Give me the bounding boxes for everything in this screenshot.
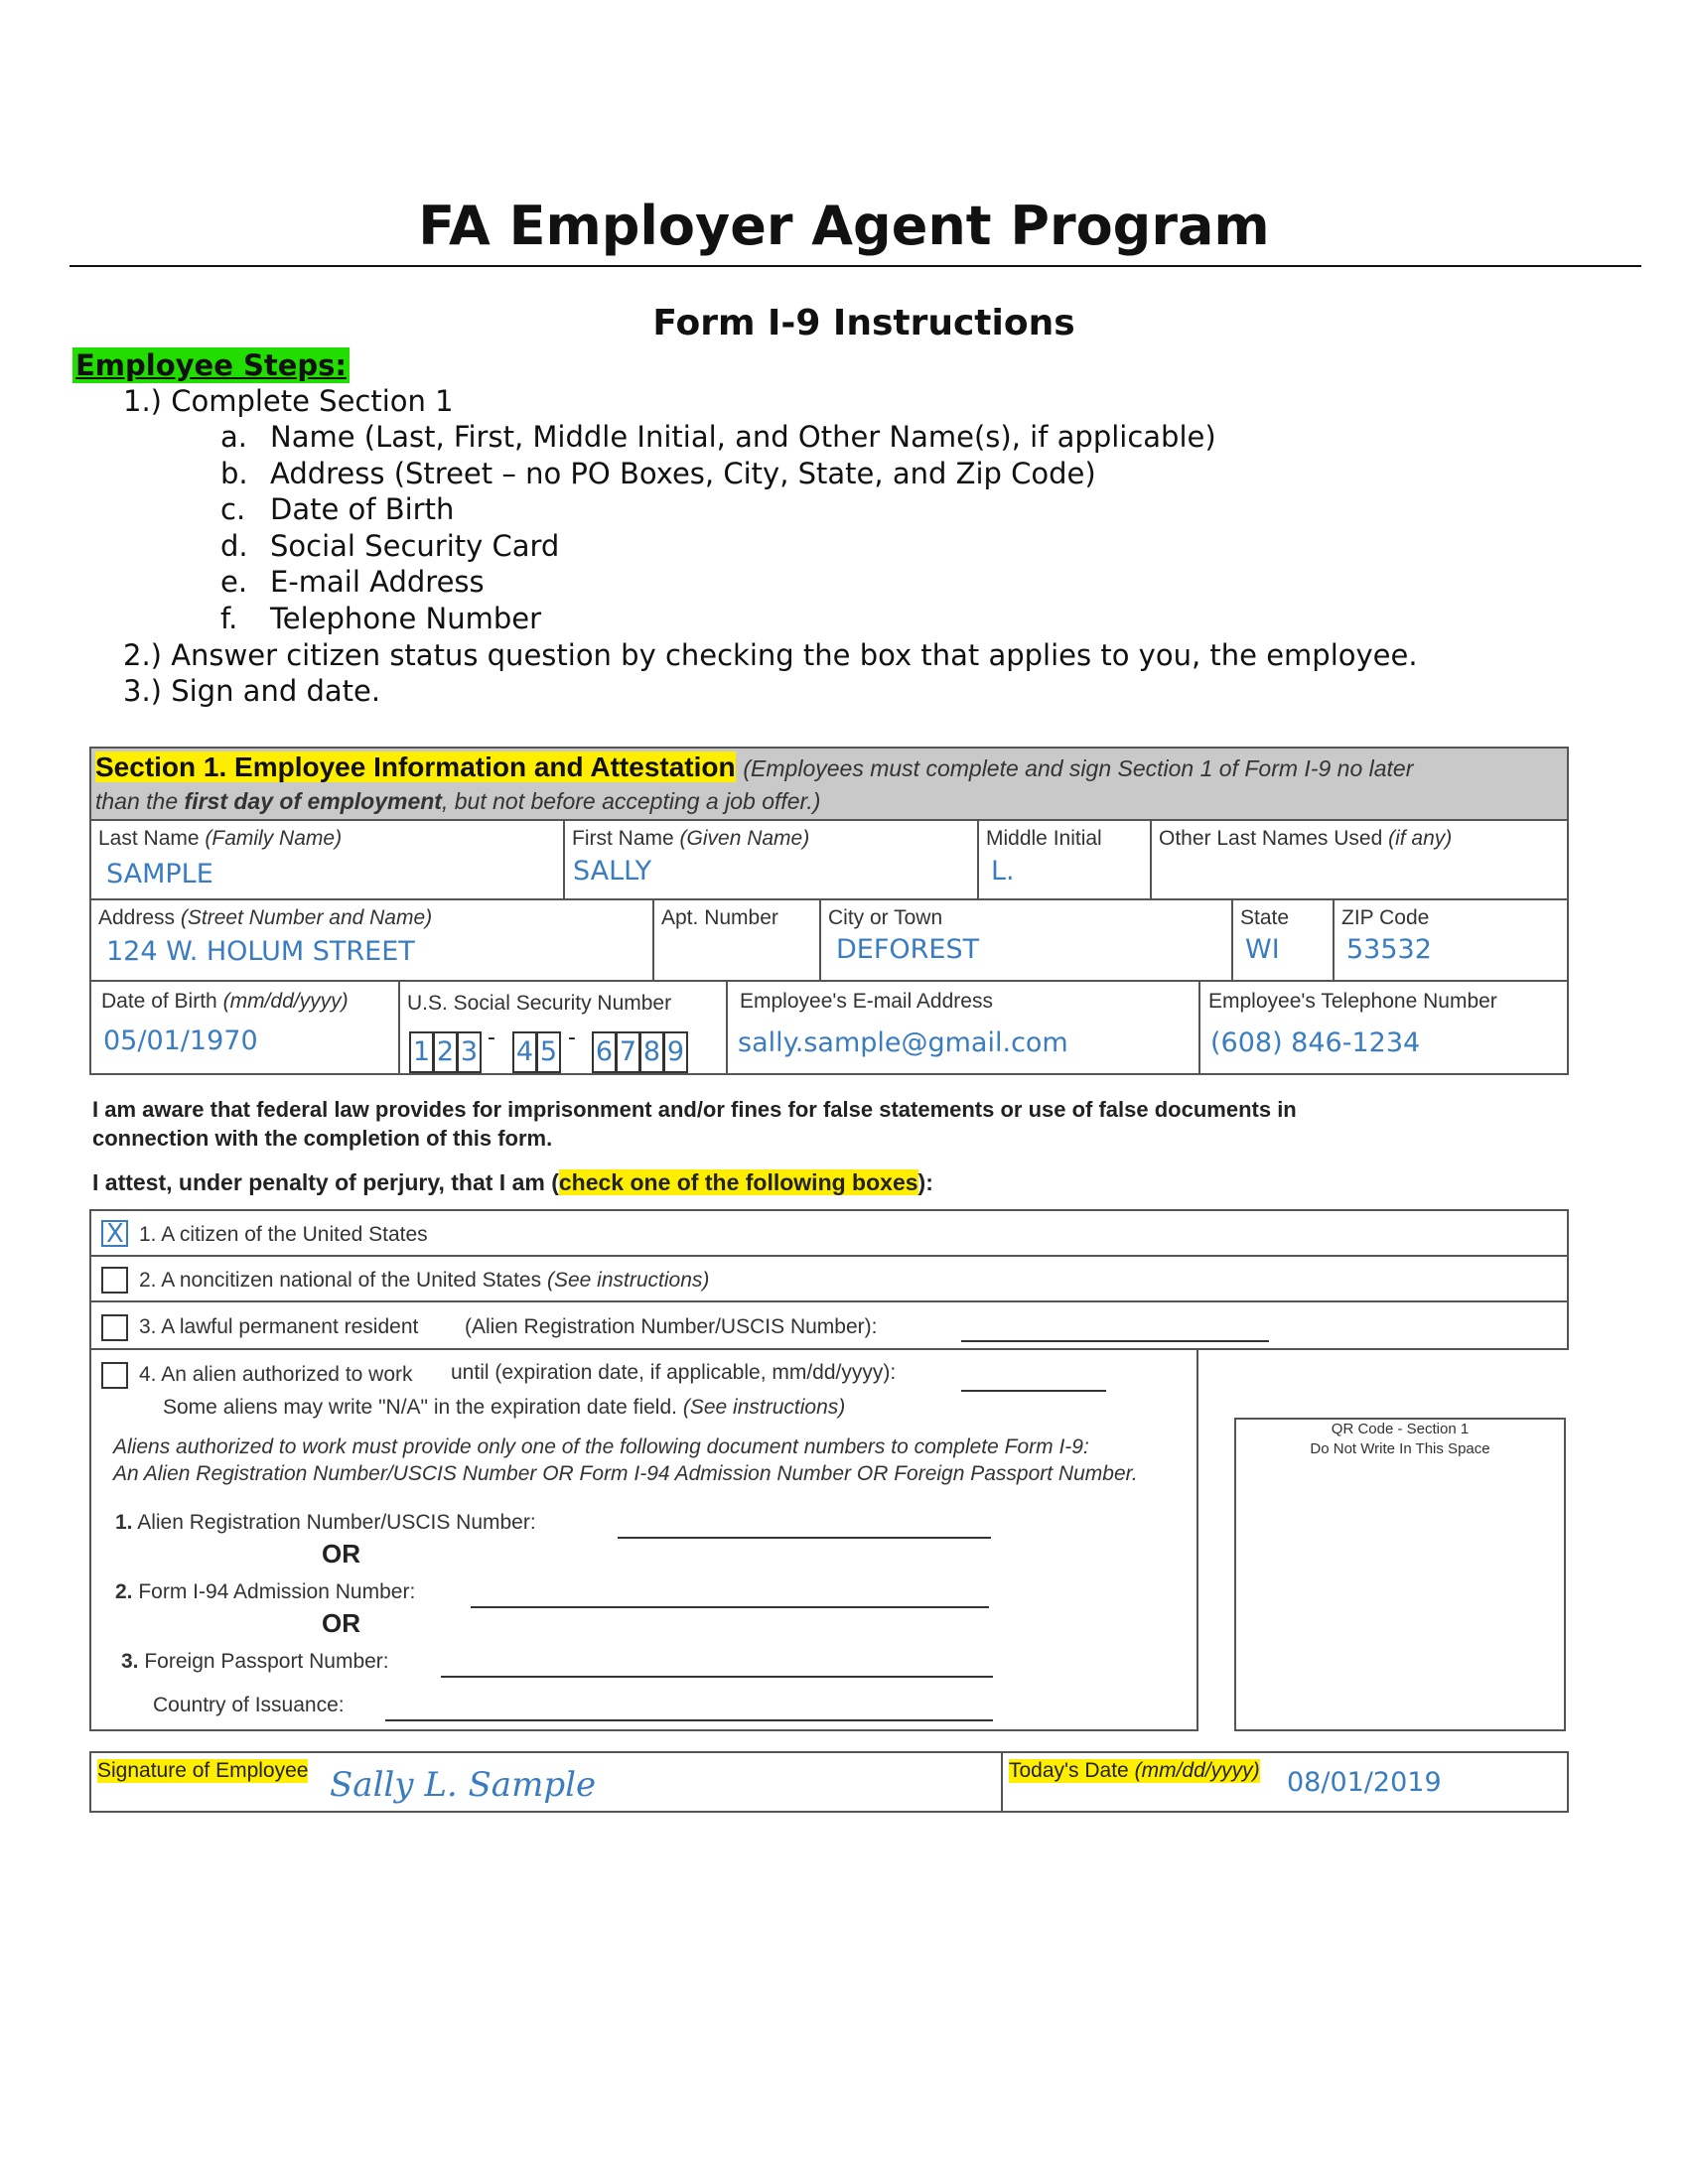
awareness-line: connection with the completion of this form. — [92, 1126, 553, 1151]
section1-note-a: (Employees must complete and sign Section 1 of Form I-9 no later — [743, 755, 1414, 781]
or-separator: OR — [322, 1539, 360, 1569]
signature-row — [89, 1751, 1569, 1813]
country-line[interactable] — [385, 1719, 993, 1721]
step-1 — [123, 383, 454, 420]
attest-statement — [92, 1169, 933, 1196]
step-1-subitems — [220, 419, 1216, 637]
section1-heading: Section 1. Employee Information and Attestation — [95, 751, 736, 782]
section1-note-b — [95, 788, 820, 815]
signature-cell — [91, 1753, 1003, 1811]
address-row — [89, 898, 1569, 982]
steps-heading: Employee Steps: — [72, 347, 350, 383]
first-name-label: First Name (Given Name) — [572, 827, 810, 850]
zip-label: ZIP Code — [1341, 906, 1430, 929]
permanent-resident-option-label: 3. A lawful permanent resident — [139, 1315, 419, 1338]
date-label: Today's Date (mm/dd/yyyy) — [1009, 1759, 1260, 1782]
ssn-cell — [400, 982, 728, 1073]
subitem-text: Telephone Number — [270, 601, 541, 635]
permanent-resident-checkbox[interactable] — [101, 1314, 128, 1341]
alien-expiration-line[interactable] — [961, 1390, 1106, 1392]
subitem — [220, 491, 1216, 528]
middle-initial-cell — [979, 821, 1152, 898]
aliens-line: An Alien Registration Number/USCIS Number OR Form I-94 Admission Number OR Foreign Passport Number. — [113, 1462, 1138, 1485]
ssn-digit-box[interactable]: 3 — [457, 1031, 482, 1073]
alien-option-label: 4. An alien authorized to work — [139, 1363, 413, 1386]
phone-input[interactable]: (608) 846-1234 — [1210, 1027, 1421, 1058]
step-1-number: 1.) — [123, 384, 162, 418]
ssn-dash: - — [568, 1025, 576, 1050]
section1-header — [89, 747, 1569, 821]
zip-cell — [1335, 900, 1567, 980]
subitem-letter: e. — [220, 565, 248, 600]
alien-checkbox[interactable] — [101, 1362, 128, 1389]
apt-input[interactable] — [654, 934, 819, 978]
date-input[interactable]: 08/01/2019 — [1287, 1767, 1442, 1798]
noncitizen-checkbox[interactable] — [101, 1267, 128, 1294]
subitem-letter: b. — [220, 456, 248, 490]
last-name-input[interactable]: SAMPLE — [106, 859, 213, 889]
state-cell — [1233, 900, 1335, 980]
city-label: City or Town — [828, 906, 943, 929]
email-input[interactable]: sally.sample@gmail.com — [738, 1027, 1068, 1058]
signature-label: Signature of Employee — [97, 1759, 309, 1782]
address-cell — [91, 900, 654, 980]
state-label: State — [1240, 906, 1290, 929]
qr-code-note — [1236, 1420, 1564, 1459]
apt-cell — [654, 900, 821, 980]
subitem-text: Name (Last, First, Middle Initial, and Other Name(s), if applicable) — [270, 420, 1216, 454]
ssn-digit-box[interactable]: 9 — [663, 1031, 688, 1073]
title-divider — [70, 265, 1641, 267]
city-input[interactable]: DEFOREST — [836, 934, 980, 965]
step-1-text: Complete Section 1 — [171, 384, 454, 418]
ssn-digit-box[interactable]: 1 — [409, 1031, 434, 1073]
step-2-number: 2.) — [123, 638, 162, 672]
subitem — [220, 528, 1216, 565]
last-name-cell — [91, 821, 565, 898]
first-name-cell — [565, 821, 979, 898]
step-3-number: 3.) — [123, 674, 162, 708]
ssn-digit-box[interactable]: 8 — [639, 1031, 664, 1073]
page-title: FA Employer Agent Program — [418, 195, 1270, 257]
subitem-letter: a. — [220, 420, 247, 454]
subitem-letter: d. — [220, 528, 248, 563]
alien-expiration-label: until (expiration date, if applicable, mm/dd/yyyy): — [451, 1361, 897, 1384]
permanent-resident-number-line[interactable] — [961, 1340, 1269, 1342]
phone-cell — [1200, 982, 1567, 1073]
note-text: than the — [95, 788, 185, 814]
ssn-digit-box[interactable]: 7 — [616, 1031, 640, 1073]
other-names-cell — [1152, 821, 1567, 898]
aliens-line: Aliens authorized to work must provide only one of the following document numbers to complete Form I-9: — [113, 1435, 1089, 1458]
option-permanent-resident-row — [89, 1300, 1569, 1350]
checkbox-mark: X — [106, 1219, 124, 1249]
step-3 — [123, 673, 380, 710]
attest-text: ): — [917, 1169, 933, 1195]
noncitizen-option-label: 2. A noncitizen national of the United States (See instructions) — [139, 1269, 710, 1292]
option-alien-block — [89, 1348, 1198, 1731]
middle-initial-input[interactable]: L. — [991, 856, 1015, 887]
subitem — [220, 456, 1216, 492]
permanent-resident-extra: (Alien Registration Number/USCIS Number): — [465, 1315, 878, 1338]
country-label: Country of Issuance: — [153, 1694, 345, 1716]
doc1-label: 1. Alien Registration Number/USCIS Number: — [115, 1511, 536, 1534]
city-cell — [821, 900, 1233, 980]
subitem — [220, 601, 1216, 637]
address-input[interactable]: 124 W. HOLUM STREET — [106, 936, 415, 967]
subitem-text: E-mail Address — [270, 565, 485, 600]
middle-initial-label: Middle Initial — [986, 827, 1102, 850]
awareness-statement — [92, 1095, 1297, 1153]
dob-label: Date of Birth (mm/dd/yyyy) — [101, 990, 349, 1013]
dob-ssn-row — [89, 980, 1569, 1075]
ssn-dash: - — [488, 1025, 495, 1050]
qr-line: QR Code - Section 1 — [1331, 1421, 1470, 1437]
dob-cell — [91, 982, 400, 1073]
step-2 — [123, 637, 1418, 674]
other-names-input[interactable] — [1152, 827, 1567, 887]
qr-code-area — [1234, 1418, 1566, 1731]
subitem-text: Social Security Card — [270, 528, 560, 563]
aliens-instructions — [113, 1433, 1138, 1487]
na-note: Some aliens may write "N/A" in the expiration date field. (See instructions) — [163, 1396, 846, 1419]
subitem-text: Address (Street – no PO Boxes, City, State, and Zip Code) — [270, 456, 1096, 490]
ssn-digit-box[interactable]: 4 — [512, 1031, 537, 1073]
attest-highlight: check one of the following boxes — [558, 1169, 918, 1195]
subitem — [220, 419, 1216, 456]
option-noncitizen-row — [89, 1255, 1569, 1302]
note-text: , but not before accepting a job offer.) — [441, 788, 821, 814]
first-name-input[interactable]: SALLY — [573, 856, 652, 887]
ssn-label: U.S. Social Security Number — [407, 992, 672, 1015]
page-subtitle: Form I-9 Instructions — [652, 303, 1075, 343]
qr-line: Do Not Write In This Space — [1310, 1440, 1490, 1457]
apt-label: Apt. Number — [661, 906, 778, 929]
subitem-letter: f. — [220, 601, 238, 635]
other-names-label: Other Last Names Used (if any) — [1159, 827, 1453, 850]
doc3-line[interactable] — [441, 1676, 993, 1678]
doc3-label: 3. Foreign Passport Number: — [121, 1650, 389, 1673]
step-2-text: Answer citizen status question by checking the box that applies to you, the employee. — [171, 638, 1418, 672]
section1-heading-wrap — [95, 751, 1413, 783]
state-input[interactable]: WI — [1245, 934, 1280, 965]
date-cell — [1003, 1753, 1567, 1811]
option-citizen-row — [89, 1209, 1569, 1257]
attest-text: I attest, under penalty of perjury, that I am ( — [92, 1169, 559, 1195]
ssn-digit-box[interactable]: 6 — [592, 1031, 617, 1073]
email-label: Employee's E-mail Address — [740, 990, 993, 1013]
note-bold: first day of employment — [184, 788, 442, 814]
citizen-option-label: 1. A citizen of the United States — [139, 1223, 428, 1246]
phone-label: Employee's Telephone Number — [1208, 990, 1497, 1013]
or-separator: OR — [322, 1608, 360, 1638]
email-cell — [728, 982, 1200, 1073]
ssn-digit-box[interactable]: 2 — [433, 1031, 458, 1073]
doc2-label: 2. Form I-94 Admission Number: — [115, 1580, 416, 1603]
ssn-digit-box[interactable]: 5 — [536, 1031, 561, 1073]
signature-input[interactable]: Sally L. Sample — [330, 1765, 597, 1805]
awareness-line: I am aware that federal law provides for imprisonment and/or fines for false statements or use of false documents in — [92, 1097, 1297, 1122]
dob-input[interactable]: 05/01/1970 — [103, 1025, 258, 1056]
subitem-letter: c. — [220, 492, 246, 527]
name-row — [89, 819, 1569, 900]
doc1-line[interactable] — [618, 1537, 991, 1539]
subitem-text: Date of Birth — [270, 492, 455, 527]
doc2-line[interactable] — [471, 1606, 989, 1608]
address-label: Address (Street Number and Name) — [98, 906, 433, 929]
last-name-label: Last Name (Family Name) — [98, 827, 343, 850]
step-3-text: Sign and date. — [171, 674, 381, 708]
zip-input[interactable]: 53532 — [1346, 934, 1432, 965]
subitem — [220, 564, 1216, 601]
citizen-checkbox[interactable] — [101, 1220, 128, 1247]
